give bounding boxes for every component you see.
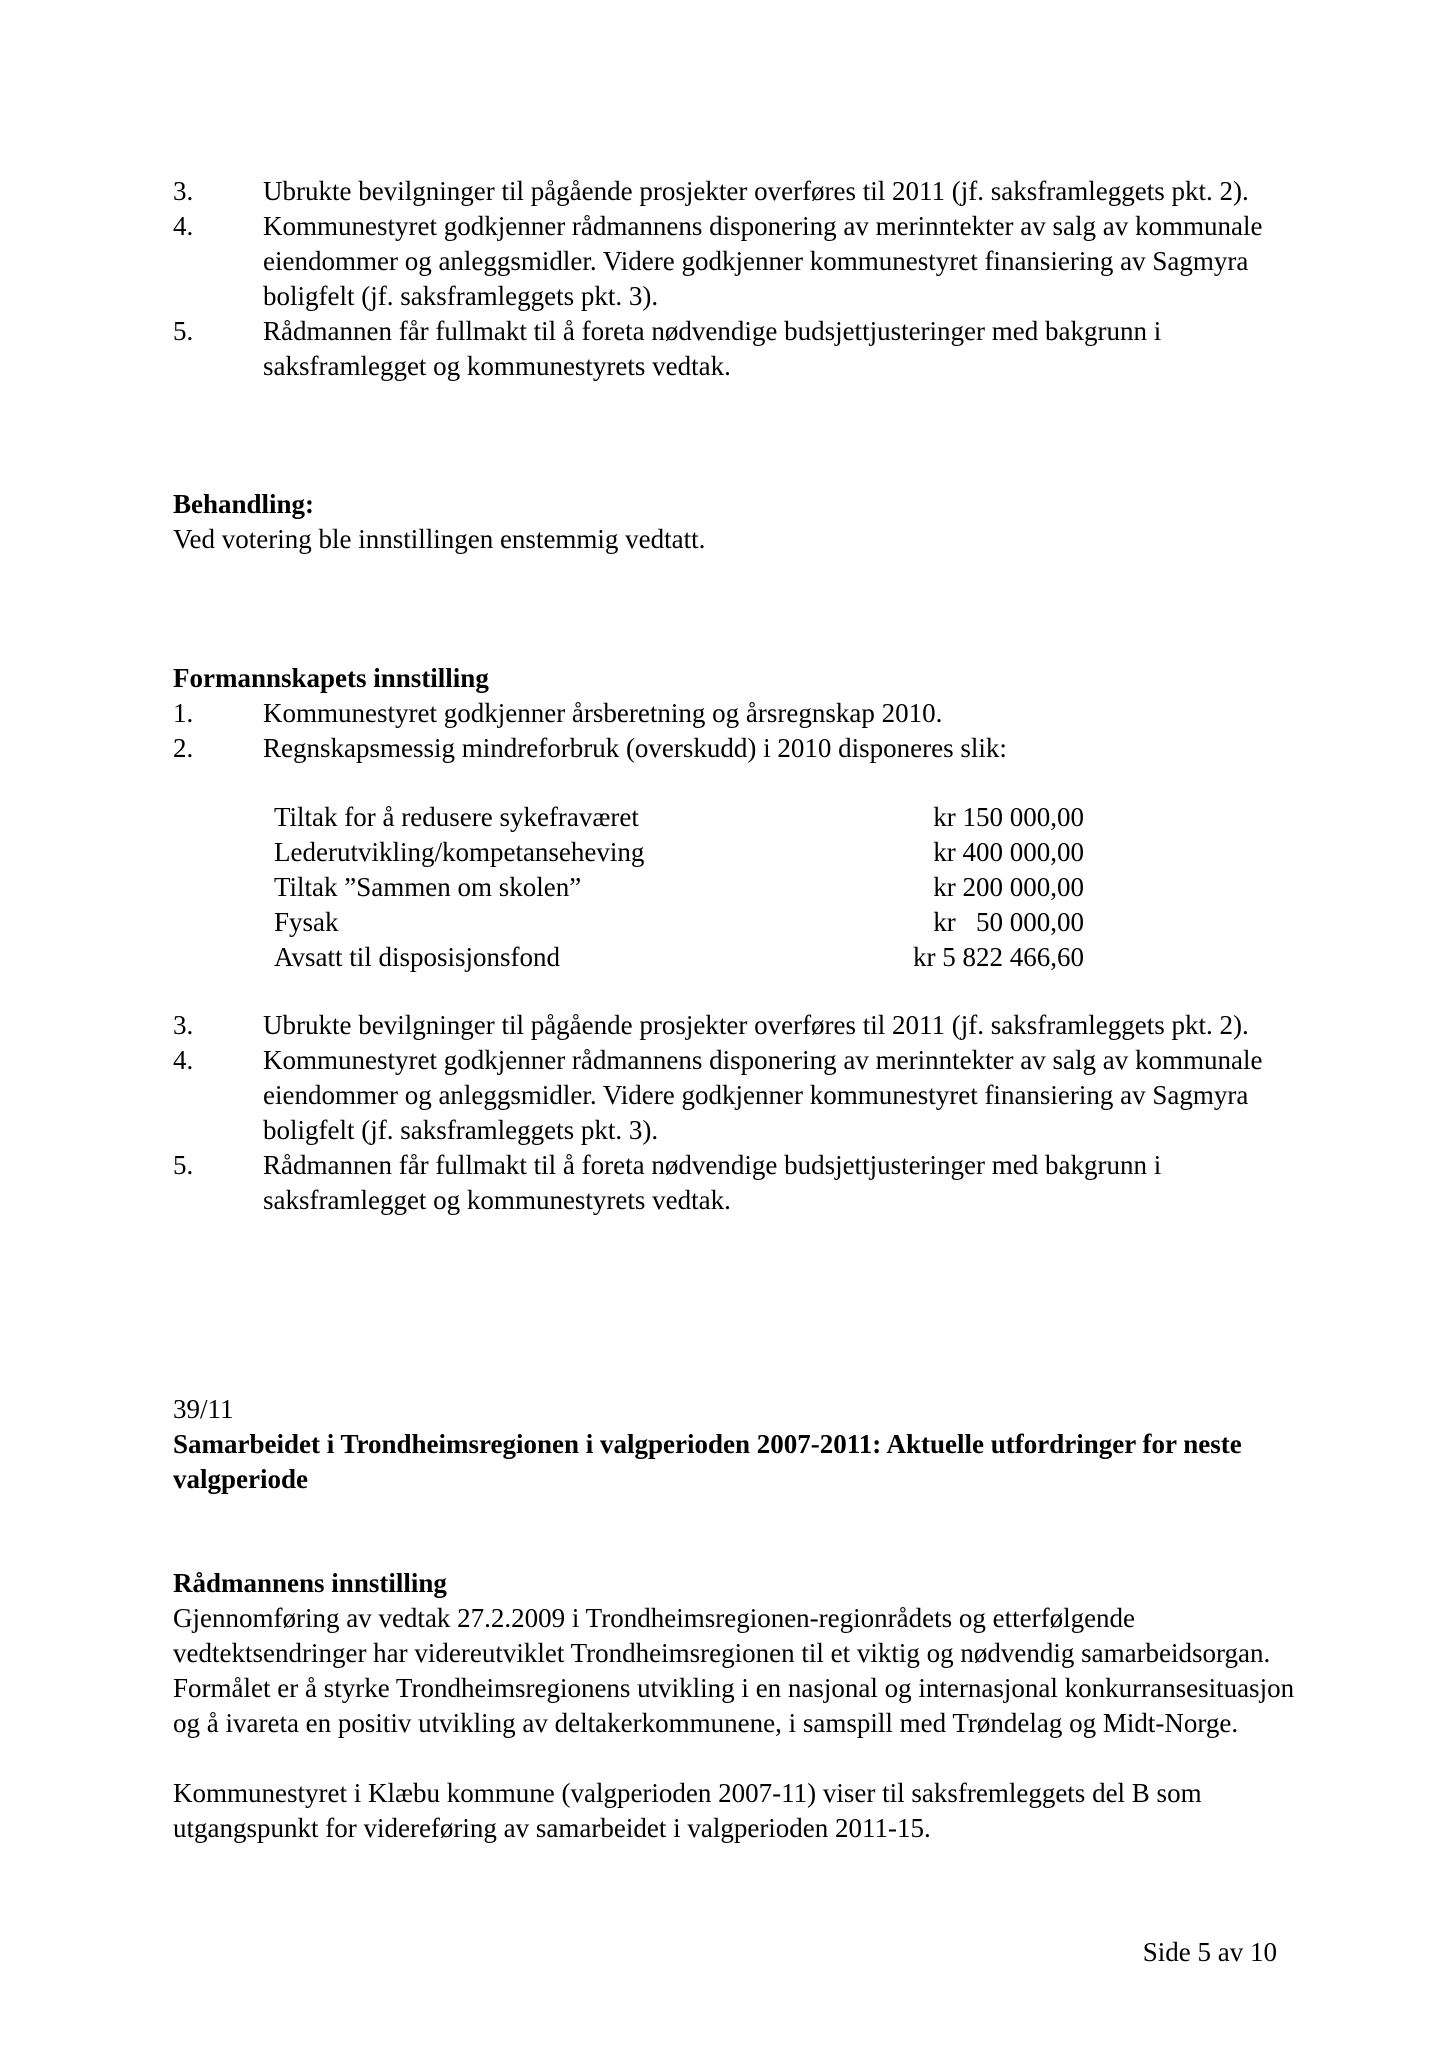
allocation-amount: kr 400 000,00 xyxy=(933,837,1084,867)
table-row xyxy=(274,835,1084,870)
item-text: Kommunestyret godkjenner rådmannens disponering av merinntekter av salg av kommunale eiendommer og anleggsmidler. Videre godkjenner kommunestyret finansiering av Sagmyra boligfelt (jf. saksframleggets pkt. 3). xyxy=(263,1045,1263,1145)
formannskap-heading: Formannskapets innstilling xyxy=(173,663,489,693)
allocation-label: Lederutvikling/kompetanseheving xyxy=(274,837,645,867)
item-text: Ubrukte bevilgninger til pågående prosjekter overføres til 2011 (jf. saksframleggets pkt. 2). xyxy=(263,176,1249,206)
formannskap-item-list xyxy=(173,1008,1303,1218)
table-row xyxy=(274,870,1084,905)
case-number: 39/11 xyxy=(173,1394,234,1424)
list-item xyxy=(173,1008,1303,1043)
item-number: 5. xyxy=(173,316,194,346)
table-row xyxy=(274,905,1084,940)
list-item xyxy=(173,696,1303,731)
item-number: 4. xyxy=(173,1045,194,1075)
item-number: 1. xyxy=(173,698,194,728)
list-item xyxy=(173,731,1303,766)
item-number: 4. xyxy=(173,211,194,241)
case-title: Samarbeidet i Trondheimsregionen i valgperioden 2007-2011: Aktuelle utfordringer for neste valgperiode xyxy=(173,1429,1242,1494)
allocation-label: Tiltak ”Sammen om skolen” xyxy=(274,872,582,902)
allocation-amount: kr 5 822 466,60 xyxy=(913,942,1084,972)
item-number: 3. xyxy=(173,1010,194,1040)
case-section xyxy=(173,1392,1303,1497)
radmann-paragraph: Gjennomføring av vedtak 27.2.2009 i Trondheimsregionen-regionrådets og etterfølgende vedtektsendringer har videreutviklet Trondheimsregionen til et viktig og nødvendig samarbeidsorgan. Formålet er å styrke Trondheimsregionens utvikling i en nasjonal og internasjonal konkurransesituasjon og å ivareta en positiv utvikling av deltakerkommunene, i samspill med Trøndelag og Midt-Norge. xyxy=(173,1603,1295,1738)
item-number: 2. xyxy=(173,733,194,763)
item-text: Rådmannen får fullmakt til å foreta nødvendige budsjettjusteringer med bakgrunn i saksframlegget og kommunestyrets vedtak. xyxy=(263,1150,1162,1215)
radmann-section xyxy=(173,1566,1303,1846)
behandling-heading: Behandling: xyxy=(173,489,315,519)
radmann-heading: Rådmannens innstilling xyxy=(173,1568,447,1598)
allocation-amount: kr 200 000,00 xyxy=(933,872,1084,902)
item-text: Rådmannen får fullmakt til å foreta nødvendige budsjettjusteringer med bakgrunn i saksframlegget og kommunestyrets vedtak. xyxy=(263,316,1162,381)
allocation-table xyxy=(274,800,1084,975)
list-item xyxy=(173,314,1303,384)
table-row xyxy=(274,800,1084,835)
page-number: Side 5 av 10 xyxy=(1142,1937,1277,1967)
list-item xyxy=(173,174,1303,209)
item-text: Ubrukte bevilgninger til pågående prosjekter overføres til 2011 (jf. saksframleggets pkt. 2). xyxy=(263,1010,1249,1040)
item-number: 5. xyxy=(173,1150,194,1180)
item-text: Kommunestyret godkjenner årsberetning og årsregnskap 2010. xyxy=(263,698,943,728)
allocation-label: Fysak xyxy=(274,907,339,937)
allocation-amount: kr 150 000,00 xyxy=(933,802,1084,832)
item-text: Kommunestyret godkjenner rådmannens disponering av merinntekter av salg av kommunale eiendommer og anleggsmidler. Videre godkjenner kommunestyret finansiering av Sagmyra boligfelt (jf. saksframleggets pkt. 3). xyxy=(263,211,1263,311)
list-item xyxy=(173,1148,1303,1218)
allocation-label: Avsatt til disposisjonsfond xyxy=(274,942,561,972)
item-number: 3. xyxy=(173,176,194,206)
behandling-section xyxy=(173,487,1303,557)
behandling-text: Ved votering ble innstillingen enstemmig vedtatt. xyxy=(173,524,706,554)
allocation-label: Tiltak for å redusere sykefraværet xyxy=(274,802,639,832)
list-item xyxy=(173,209,1303,314)
allocation-amount: kr 50 000,00 xyxy=(933,907,1084,937)
paragraph-spacer xyxy=(173,1741,1303,1776)
item-text: Regnskapsmessig mindreforbruk (overskudd) i 2010 disponeres slik: xyxy=(263,733,1007,763)
list-item xyxy=(173,1043,1303,1148)
table-row xyxy=(274,940,1084,975)
radmann-paragraph: Kommunestyret i Klæbu kommune (valgperioden 2007-11) viser til saksfremleggets del B som utgangspunkt for videreføring av samarbeidet i valgperioden 2011-15. xyxy=(173,1778,1202,1843)
formannskap-section xyxy=(173,661,1303,766)
top-item-list xyxy=(173,174,1303,384)
